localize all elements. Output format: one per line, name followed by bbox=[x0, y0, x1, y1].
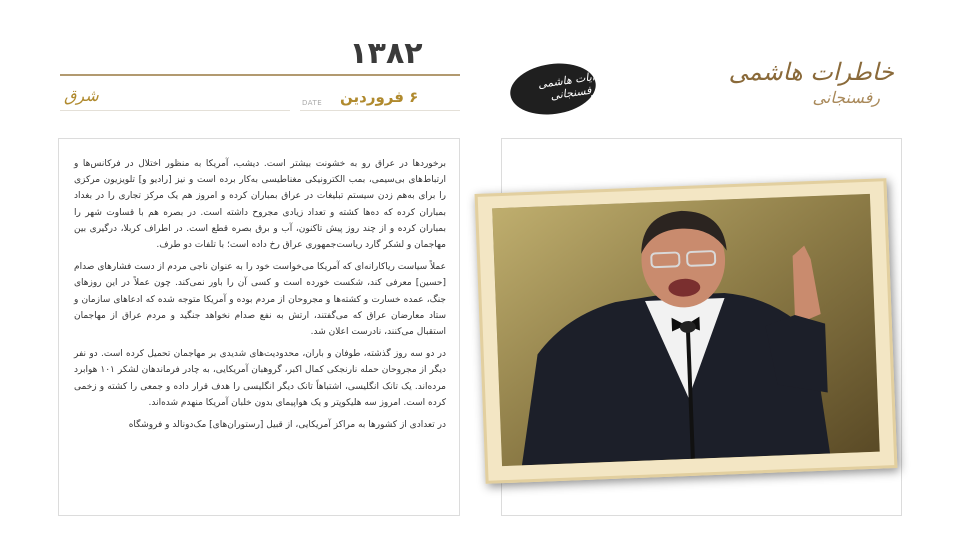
speaker-illustration bbox=[492, 194, 880, 466]
year-heading: ۱۳۸۲ bbox=[349, 36, 423, 71]
seal-text: آیات هاشمی رفسنجانی bbox=[537, 70, 598, 103]
speaker-photo bbox=[492, 194, 880, 466]
seal-logo bbox=[507, 58, 599, 119]
header-rule bbox=[60, 74, 460, 76]
note-underline bbox=[60, 110, 290, 111]
article-paragraph: در تعدادی از کشورها به مراکز آمریکایی، از قبیل [رستوران‌های] مک‌دونالد و فروشگاه bbox=[128, 420, 446, 431]
brand-title-line1: خاطرات هاشمی bbox=[728, 58, 894, 86]
date-text: ۶ فروردین bbox=[340, 88, 419, 106]
article-paragraph: در دو سه روز گذشته، طوفان و باران، محدودیت‌های شدیدی بر مهاجمان تحمیل کرده است. دو نفر دیگر از مجروحان حمله نارنجکی کمال اکبر، گروهبان آمریکایی، به چادر فرماندهان لشکر ۱۰۱ هوابرد مرده‌اند. یک تانک انگلیسی، اشتباهاً تانک دیگر انگلیسی را هدف قرار داده و جمعی را کشته و زخمی کرده است. امروز سه هلیکوپتر و یک هواپیمای بدون خلبان آمریکا منهدم شده‌اند. bbox=[74, 349, 446, 408]
photo-frame bbox=[475, 178, 898, 484]
note-label: شرق bbox=[64, 86, 99, 105]
article-paragraph: برخوردها در عراق رو به خشونت بیشتر است. دیشب، آمریکا به منظور اختلال در فرکانس‌ها و ارتباط‌های بی‌سیمی، بمب الکترونیکی مغناطیسی به‌کار برده است و نیز [رادیو و] تلویزیون مرکزی را برای به‌هم زدن سیستم تبلیغات در عراق بمباران کرده و امروز هم یک مرکز تجاری را در بغداد بمباران کرده که ده‌ها کشته و تعداد زیادی مجروح داشته است. در بصره هم با قساوت شهر را بمباران کرده و از چند روز پیش تاکنون، آب و برق بصره قطع است. در اطراف کربلا، درگیری بین مهاجمان و لشکر گارد ریاست‌جمهوری عراق رخ داده است؛ با تلفات دو طرف. bbox=[74, 159, 446, 251]
date-underline bbox=[300, 110, 460, 111]
brand-title-line2: رفسنجانی bbox=[812, 88, 880, 107]
brand-title bbox=[728, 52, 894, 122]
article-body bbox=[74, 156, 446, 439]
article-paragraph: عملاً سیاست ریاکارانه‌ای که آمریکا می‌خواست خود را به عنوان ناجی مردم از دست فشارهای صدام [حسین] معرفی کند، شکست خورده است و کسی آن را باور نمی‌کند. چون عملاً در این روزهای جنگ، عمده خسارت و کشته‌ها و مجروحان از مردم بوده و آمریکا متوجه شده که ادعاهای سازمان و ستاد معارضان عراق که می‌گفتند، ارتش به نفع صدام نخواهد جنگید و مردم عراق از مهاجمان استقبال می‌کنند، نادرست اعلان شد. bbox=[74, 262, 446, 338]
date-label: DATE bbox=[302, 99, 323, 107]
